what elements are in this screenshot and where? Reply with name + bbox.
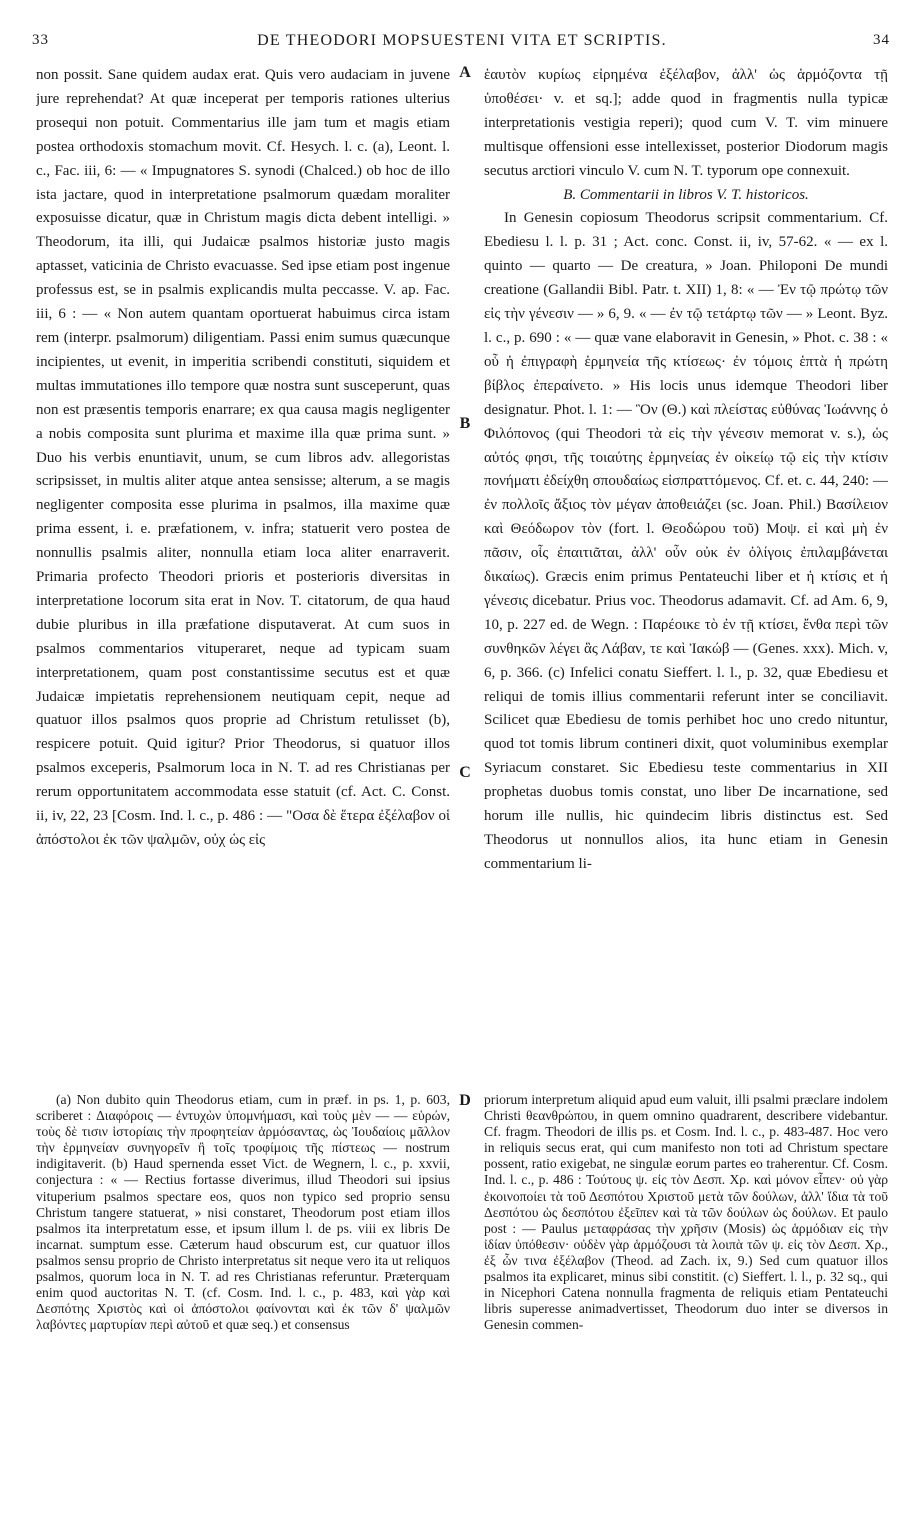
right-footnotes [484, 1092, 888, 1522]
page-number-left: 33 [32, 32, 49, 48]
left-footnotes [36, 1092, 450, 1522]
right-footnotes-text: priorum interpretum aliquid apud eum valuit, illi psalmi præclare indolem Christi θεανθρώπου, in quem omnino quadrarent, describere videbantur. Cf. fragm. Theodori de illis ps. et Cosm. Ind. l. c., p. 483-487. Hoc vero in reliquis secus erat, qui cum manifesto non toti ad Christum spectare possent, ratio exigebat, ne singulæ eorum partes eo traherentur. Cf. Cosm. Ind. l. c., p. 486 : Τούτους ψ. εἰς τὸν Δεσπ. Χρ. καὶ μόνον εἶπεν· οὐ γὰρ ἐκοινοποίει τὰ τοῦ Δεσπότου Χριστοῦ μετὰ τῶν δούλων, ἀλλ' ἴδια τὰ τοῦ Δεσπότου ὡς δεσπότου ἐξεῖπεν καὶ τὰ τῶν δούλων ὡς δούλων. Et paulo post : — Paulus μεταφράσας τὴν χρῆσιν (Mosis) ὡς ἁρμόδιαν εἰς τὴν ἰδίαν ὑπόθεσιν· οὐδὲν γὰρ ἁρμόζουσι τὰ λοιπὰ τῶν ψ. εἰς τὸν Δεσπ. Χρ., ἐξ ὧν τινα ἐξέλαβον (Theod. ad Zach. ix, 9.) Sed cum quatuor illos psalmos ita explicaret, minus sibi constitit. (c) Sieffert. l. l., p. 32 sq., qui in Nicephori Catena nonnulla fragmenta de reliquis etiam Pentateuchi libris superesse animadvertisset, Theodorum duo inter se diversos in Genesin commen- [484, 1092, 888, 1333]
margin-letter-b: B [459, 415, 471, 432]
margin-letter-a: A [459, 64, 471, 81]
right-column-main [484, 64, 888, 1084]
left-footnotes-text: (a) Non dubito quin Theodorus etiam, cum in præf. in ps. 1, p. 603, scriberet : Διαφόροις — ἐντυχὼν ὑπομνήμασι, καὶ τοὺς μὲν — — εὑρών, τοὺς δὲ τισιν ἱστορίαις τὴν προφητείαν ἁρμόσαντας, ὡς Ἰουδαίοις μᾶλλον τὴν ἑρμηνείαν συνηγορεῖν ἢ τοῖς τροφίμοις τῆς πίστεως — nostrum indigitaverit. (b) Haud spernenda esset Vict. de Wegnern, l. c., p. xxvii, conjectura : « — Rectius fortasse diverimus, illud Theodori sui ipsius vituperium psalmos spectare eos, quos non typico sed proprio sensu Christum tangere statuerat, » nisi constaret, Theodorum post etiam illos psalmos ita interpretatum esse, et ipsum illum l. de ps. viii ex libris De incarnat. sumptum esse. Cæterum haud obscurum est, cur quatuor illos psalmos sensu proprio de Christo interpretatus sit neque vero ita ut reliquos psalmos, quorum loca in N. T. ad res Christianas referuntur. Præterquam enim quod auctoritas N. T. (cf. Cosm. Ind. l. c., p. 483, καὶ γὰρ καὶ Δεσπότης Χριστὸς καὶ οἱ ἀπόστολοι φαίνονται καὶ ἐκ τῶν δ' ψαλμῶν λαβόντες μαρτυρίαν περὶ αὐτοῦ et quæ seq.) et consensus [36, 1092, 450, 1333]
margin-letters [455, 0, 475, 1540]
left-main-text: non possit. Sane quidem audax erat. Quis vero audaciam in juvene jure reprehendat? At quæ inceperat per temporis rationes ulterius prosequi non potuit. Commentarius ille jam tum et magis etiam postea orthodoxis stomachum movit. Cf. Hesych. l. c. (a), Leont. l. c., Fac. iii, 6: — « Impugnatores S. synodi (Chalced.) ob hoc de illo ista jactare, quod in interpretatione psalmorum quædam moraliter exposuisse dicatur, quæ in Christum magis dicta debent intelligi. » Theodorum, ita illi, qui Judaicæ psalmos historiæ justo magis aptasset, vaticinia de Christo evacuasse. Sed ipse etiam post ingenue professus est, se in psalmis explicandis multa peccasse. V. ap. Fac. iii, 6 : — « Non autem quantam oportuerat habuimus circa istam rem (interpr. psalmorum) diligentiam. Passi enim sumus quæcunque incipientes, ut evenit, in imperitia scribendi constituti, siquidem et multas immutationes illo tempore quæ nostra sunt susceperunt, quas non est præsentis temporis enarrare; ex qua causa magis negligenter a nobis composita sunt plurima et maxime illa quæ prima sunt. » Duo his verbis enuntiavit, unum, se cum libros adv. allegoristas scripsisset, in multis aliter atque antea sensisse; alterum, a se magis negligenter composita esse plurima in psalmos, illa maxime quæ prima essent, i. e. præfationem, v. infra; statuerit vero postea de nonnullis psalmis aliter, nonnulla etiam loca aliter enarraverit. Primaria profecto Theodori prioris et posterioris diversitas in interpretatione locorum sita erat in Nov. T. citatorum, de qua haud dubie pluribus in illa præfatione disputaverat. At cum suos in psalmos commentarios vituperaret, neque ad typicam suam interpretationem, quam post constantissime secutus est et quæ Judaicæ impietatis reprehensionem neutiquam cepit, neque ad quatuor illos psalmos quos proprie ad Christum retulisset (b), respicere potuit. Quid igitur? Prior Theodorus, si quatuor illos psalmos exceperis, Psalmorum loca in N. T. ad res Christianas per rerum opportunitatem accommodata esse statuit (cf. Act. C. Const. ii, iv, 22, 23 [Cosm. Ind. l. c., p. 486 : — "Οσα δὲ ἕτερα ἐξέλαβον οἱ ἀπόστολοι ἐκ τῶν ψαλμῶν, οὐχ ὡς εἰς [36, 67, 450, 848]
right-main-text-1: ἑαυτὸν κυρίως εἰρημένα ἐξέλαβον, ἀλλ' ὡς ἁρμόζοντα τῇ ὑποθέσει· v. et sq.]; adde quod in fragmentis nulla typicæ interpretationis vestigia reperi); quod cum V. T. vim minuere multisque offensioni esse intellexisset, posterior Diodorum magis secutus arctiori vinculo V. cum N. T. typorum ope connexuit. [484, 67, 888, 179]
left-column-main [36, 64, 450, 1084]
margin-letter-c: C [459, 764, 471, 781]
margin-letter-d: D [459, 1092, 471, 1109]
right-main-text-2: In Genesin copiosum Theodorus scripsit commentarium. Cf. Ebediesu l. l. p. 31 ; Act. conc. Const. ii, iv, 57-62. « — ex l. quinto — quarto — De creatura, » Joan. Philoponi De mundi creatione (Gallandii Bibl. Patr. t. XII) 1, 8: « — Ἐν τῷ πρώτῳ τῶν εἰς τὴν γένεσιν — » 6, 9. « — ἐν τῷ τετάρτῳ τῶν — » Leont. Byz. l. c., p. 690 : « — quæ vane elaboravit in Genesin, » Phot. c. 38 : « οὗ ἡ ἐπιγραφὴ ἑρμηνεία τῆς κτίσεως· ἐν τόμοις ἑπτὰ ἡ πρώτη βίβλος ἐπεραίνετο. » His locis unus idemque Theodori liber designatur. Phot. l. 1: — Ὃν (Θ.) καὶ πλείστας εὐθύνας Ἰωάννης ὁ Φιλόπονος (qui Theodori τὰ εἰς τὴν γένεσιν memorat v. s.), ὡς αὐτός φησι, τῆς τοιαύτης ἑρμηνείας ἐν οἰκείῳ τῷ εἰς τὴν κτίσιν πονήματι ἐδείχθη σπουδαίως εἰσπραττόμενος. Cf. et. c. 44, 240: — ἐν πολλοῖς ἄξιος τὸν μέγαν ἀποθειάζει (sc. Joan. Phil.) Βασίλειον καὶ Θεόδωρον τὸν (fort. l. Θεοδώρου τοῦ) Μοψ. εἰ καὶ μὴ ἐν πᾶσιν, οἷς ἐπαιτιᾶται, ἀλλ' οὖν οὐκ ἐν ὀλίγοις ἐπιλαμβάνεται δικαίως). Græcis enim primus Pentateuchi liber et ἡ κτίσις et ἡ γένεσις dicebatur. Prius voc. Theodorus adamavit. Cf. ad Am. 6, 9, 10, p. 227 ed. de Wegn. : Παρέοικε τὸ ἐν τῇ κτίσει, ἔνθα περὶ τῶν συνθηκῶν λέγει ἃς Λάβαν, τε καὶ Ἰακώβ — (Genes. xxx). Mich. v, 6, p. 366. (c) Infelici conatu Sieffert. l. l., p. 32, quæ Ebediesu et reliqui de tomis illius commentarii referunt inter se conciliavit. Scilicet quæ Ebediesu de tomis perhibet hoc uno credo nituntur, quod tot tomis librum contineri dixit, quot voluminibus exemplar Syriacum constaret. Sic Ebediesu teste commentarius in XII prophetas duobus tomis constat, uno liber De incarnatione, sed horum ille nullis, hic quindecim libris distinctus est. Sed Theodorus ut nonnullos alios, ita hunc etiam in Genesin commentarium li- [484, 210, 888, 872]
page-number-right: 34 [873, 32, 890, 48]
section-title: B. Commentarii in libros V. T. historicos. [563, 186, 809, 203]
running-title: DE THEODORI MOPSUESTENI VITA ET SCRIPTIS. [257, 32, 667, 49]
